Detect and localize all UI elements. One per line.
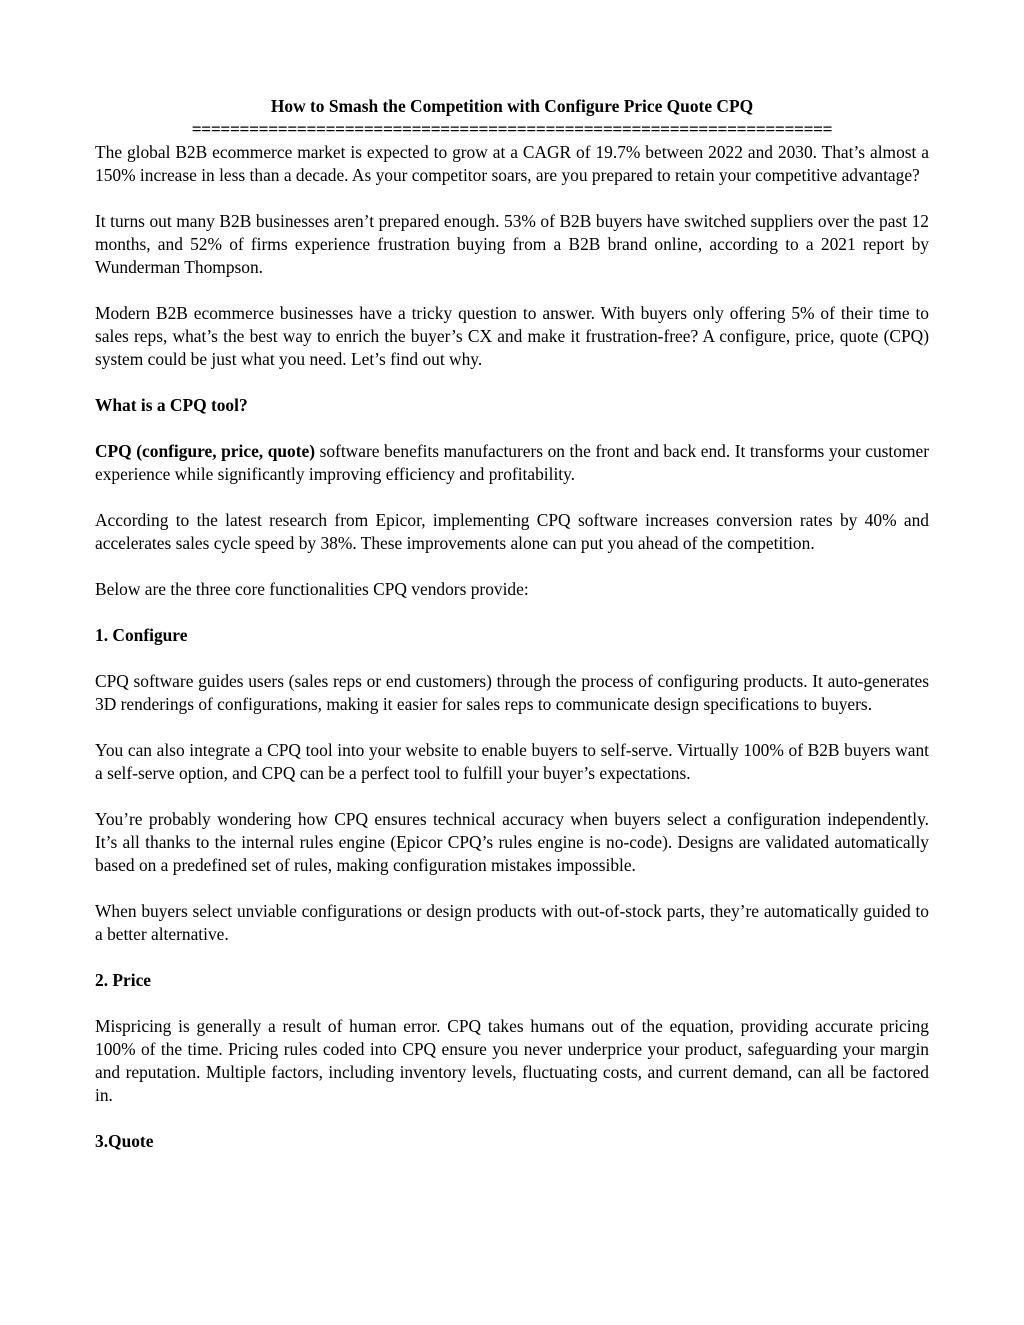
cpq-definition-rest: software benefits manufacturers on the front and back end. It transforms your customer experience while significantly improving efficiency and profitability.: [95, 441, 929, 484]
cpq-definition-bold: CPQ (configure, price, quote): [95, 441, 316, 461]
intro-paragraph-1: The global B2B ecommerce market is expected to grow at a CAGR of 19.7% between 2022 and 2030. That’s almost a 150% increase in less than a decade. As your competitor soars, are you prepared to retain your competitive advantage?: [95, 142, 929, 185]
cpq-paragraph-2: According to the latest research from Epicor, implementing CPQ software increases conversion rates by 40% and accelerates sales cycle speed by 38%. These improvements alone can put you ahead of the competition.: [95, 510, 929, 553]
document-title: How to Smash the Competition with Configure Price Quote CPQ: [270, 96, 754, 116]
intro-paragraph-3: Modern B2B ecommerce businesses have a tricky question to answer. With buyers only offering 5% of their time to sales reps, what’s the best way to enrich the buyer’s CX and make it frustration-free? A configure, price, quote (CPQ) system could be just what you need. Let’s find out why.: [95, 303, 929, 369]
intro-paragraph-2: It turns out many B2B businesses aren’t prepared enough. 53% of B2B buyers have switched suppliers over the past 12 months, and 52% of firms experience frustration buying from a B2B brand online, according to a 2021 report by Wunderman Thompson.: [95, 211, 929, 277]
cpq-paragraph-1: [95, 440, 929, 486]
document-page: [95, 95, 929, 1176]
configure-paragraph-2: You can also integrate a CPQ tool into your website to enable buyers to self-serve. Virtually 100% of B2B buyers want a self-serve option, and CPQ can be a perfect tool to fulfill your buyer’s expectations.: [95, 740, 929, 783]
title-underline-rule: ===================================================================: [191, 119, 833, 139]
heading-price: 2. Price: [95, 970, 152, 990]
price-paragraph-1: Mispricing is generally a result of human error. CPQ takes humans out of the equation, providing accurate pricing 100% of the time. Pricing rules coded into CPQ ensure you never underprice your product, safeguarding your margin and reputation. Multiple factors, including inventory levels, fluctuating costs, and current demand, can all be factored in.: [95, 1016, 929, 1105]
configure-paragraph-1: CPQ software guides users (sales reps or end customers) through the process of configuring products. It auto-generates 3D renderings of configurations, making it easier for sales reps to communicate design specifications to buyers.: [95, 671, 929, 714]
configure-paragraph-3: You’re probably wondering how CPQ ensures technical accuracy when buyers select a configuration independently. It’s all thanks to the internal rules engine (Epicor CPQ’s rules engine is no-code). Designs are validated automatically based on a predefined set of rules, making configuration mistakes impossible.: [95, 809, 929, 875]
heading-quote: 3.Quote: [95, 1131, 154, 1151]
heading-what-is-cpq: What is a CPQ tool?: [95, 395, 248, 415]
cpq-paragraph-3: Below are the three core functionalities CPQ vendors provide:: [95, 579, 529, 599]
configure-paragraph-4: When buyers select unviable configurations or design products with out-of-stock parts, they’re automatically guided to a better alternative.: [95, 901, 929, 944]
heading-configure: 1. Configure: [95, 625, 188, 645]
